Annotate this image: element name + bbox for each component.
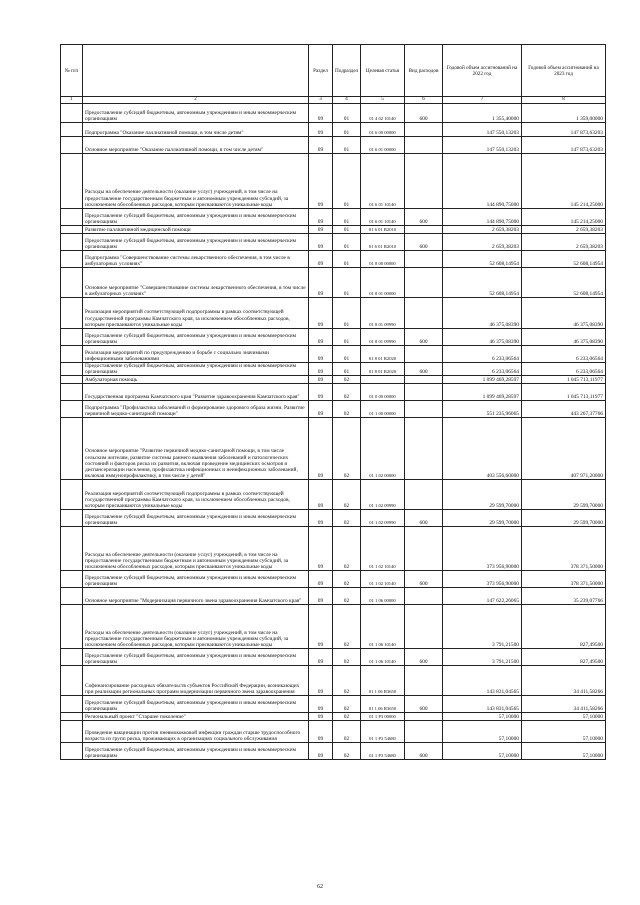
- table-row: [61, 137, 606, 154]
- table-row: [61, 346, 606, 363]
- row-name-cell: Предоставление субсидий бюджетным, автономным учреждениям и иным некоммерческим организациям: [83, 209, 309, 226]
- row-podrazdel-cell: 01: [333, 329, 361, 346]
- row-expense-type-cell: [405, 605, 443, 649]
- row-razdel-cell: 09: [309, 268, 333, 298]
- budget-table-sheet: [60, 44, 605, 760]
- row-number-cell: [61, 743, 83, 760]
- row-razdel-cell: 09: [309, 329, 333, 346]
- row-target-article-cell: 01 8 01 00000: [361, 268, 405, 298]
- table-row: [61, 298, 606, 329]
- row-razdel-cell: 09: [309, 346, 333, 363]
- row-name-cell: Основное мероприятие "Модернизация первичного звена здравоохранения Камчатского края": [83, 588, 309, 605]
- row-name-cell: Расходы на обеспечение деятельности (оказание услуг) учреждений, в том числе на предоставление государственным бюджетным и автономным учреждениям субсидий, за исключением обособленных расходов, которым присваиваются уникальные коды: [83, 154, 309, 209]
- row-podrazdel-cell: 02: [333, 510, 361, 527]
- row-volume-2023-cell: 57,10000: [522, 713, 606, 721]
- row-expense-type-cell: 600: [405, 234, 443, 251]
- row-volume-2022-cell: 29 599,70000: [443, 510, 522, 527]
- row-razdel-cell: 09: [309, 401, 333, 418]
- row-podrazdel-cell: 02: [333, 376, 361, 384]
- table-row: [61, 209, 606, 226]
- table-row: [61, 527, 606, 571]
- row-volume-2022-cell: 46 375,08390: [443, 329, 522, 346]
- row-expense-type-cell: [405, 123, 443, 137]
- row-podrazdel-cell: 01: [333, 104, 361, 123]
- row-name-cell: Предоставление субсидий бюджетным, автономным учреждениям и иным некоммерческим организациям: [83, 571, 309, 588]
- row-number-cell: [61, 713, 83, 721]
- table-row: [61, 329, 606, 346]
- header-name: [83, 45, 309, 97]
- row-target-article-cell: 01 4 02 10140: [361, 104, 405, 123]
- budget-table: [60, 44, 606, 760]
- row-podrazdel-cell: 02: [333, 588, 361, 605]
- row-podrazdel-cell: 02: [333, 480, 361, 510]
- row-target-article-cell: 01 1 06 10140: [361, 649, 405, 666]
- table-row: [61, 123, 606, 137]
- column-number: 7: [443, 97, 522, 104]
- column-number: 1: [61, 97, 83, 104]
- row-volume-2022-cell: 551 235,96065: [443, 401, 522, 418]
- row-volume-2023-cell: 827,49500: [522, 605, 606, 649]
- row-podrazdel-cell: 02: [333, 713, 361, 721]
- row-razdel-cell: 09: [309, 251, 333, 268]
- row-expense-type-cell: [405, 384, 443, 401]
- row-expense-type-cell: 600: [405, 510, 443, 527]
- row-number-cell: [61, 298, 83, 329]
- row-target-article-cell: 01 1 06 R3650: [361, 666, 405, 696]
- row-volume-2022-cell: 373 956,90000: [443, 571, 522, 588]
- header-razdel: Раздел: [309, 45, 333, 97]
- row-name-cell: Предоставление субсидий бюджетным, автономным учреждениям и иным некоммерческим организациям: [83, 329, 309, 346]
- row-volume-2023-cell: 35 239,07766: [522, 588, 606, 605]
- row-podrazdel-cell: 02: [333, 666, 361, 696]
- row-target-article-cell: 01 1 P3 54680: [361, 721, 405, 743]
- row-number-cell: [61, 666, 83, 696]
- row-volume-2022-cell: 3 791,21500: [443, 649, 522, 666]
- row-volume-2023-cell: 46 375,08390: [522, 329, 606, 346]
- row-volume-2022-cell: 52 608,14954: [443, 268, 522, 298]
- row-expense-type-cell: 600: [405, 696, 443, 713]
- row-target-article-cell: 01 8 01 09990: [361, 329, 405, 346]
- row-razdel-cell: 09: [309, 605, 333, 649]
- table-row: [61, 713, 606, 721]
- row-expense-type-cell: 600: [405, 104, 443, 123]
- row-number-cell: [61, 510, 83, 527]
- row-volume-2022-cell: 373 956,90000: [443, 527, 522, 571]
- row-expense-type-cell: [405, 268, 443, 298]
- row-razdel-cell: 09: [309, 696, 333, 713]
- row-razdel-cell: 09: [309, 384, 333, 401]
- row-volume-2022-cell: 57,10000: [443, 743, 522, 760]
- row-podrazdel-cell: 01: [333, 123, 361, 137]
- row-name-cell: Основное мероприятие "Оказание паллиативной помощи, в том числе детям": [83, 137, 309, 154]
- row-target-article-cell: 01 1 02 09990: [361, 510, 405, 527]
- row-name-cell: Реализация мероприятий соответствующей подпрограммы в рамках соответствующей государственной программы Камчатского края, за исключением обособленных расходов, которым присваиваются уникальные коды: [83, 480, 309, 510]
- row-target-article-cell: 01 6 01 10140: [361, 154, 405, 209]
- row-target-article-cell: 01 1 02 10140: [361, 571, 405, 588]
- row-volume-2023-cell: 145 214,25000: [522, 209, 606, 226]
- row-name-cell: Предоставление субсидий бюджетным, автономным учреждениям и иным некоммерческим организациям: [83, 743, 309, 760]
- row-razdel-cell: 09: [309, 234, 333, 251]
- row-expense-type-cell: [405, 251, 443, 268]
- row-volume-2023-cell: 147 873,63203: [522, 137, 606, 154]
- row-volume-2022-cell: 2 659,38203: [443, 234, 522, 251]
- row-name-cell: Предоставление субсидий бюджетным, автономным учреждениям и иным некоммерческим организациям: [83, 649, 309, 666]
- row-expense-type-cell: [405, 713, 443, 721]
- row-target-article-cell: 01 1 06 10140: [361, 605, 405, 649]
- row-name-cell: Проведение вакцинации против пневмококковой инфекции граждан старше трудоспособного возраста из групп риска, проживающих в организациях социального обслуживания: [83, 721, 309, 743]
- row-expense-type-cell: 600: [405, 649, 443, 666]
- row-target-article-cell: 01 1 P3 54680: [361, 743, 405, 760]
- table-row: [61, 721, 606, 743]
- row-volume-2022-cell: 144 890,75000: [443, 154, 522, 209]
- row-target-article-cell: 01 1 02 00000: [361, 418, 405, 480]
- column-number: 2: [83, 97, 309, 104]
- row-number-cell: [61, 696, 83, 713]
- row-volume-2023-cell: 2 659,38203: [522, 226, 606, 234]
- table-row: [61, 226, 606, 234]
- row-number-cell: [61, 401, 83, 418]
- row-volume-2023-cell: 1 045 713,11977: [522, 384, 606, 401]
- row-podrazdel-cell: 02: [333, 696, 361, 713]
- row-volume-2022-cell: 147 550,13203: [443, 137, 522, 154]
- row-volume-2022-cell: 6 233,06564: [443, 346, 522, 363]
- row-expense-type-cell: [405, 418, 443, 480]
- row-target-article-cell: 01 1 P3 00000: [361, 713, 405, 721]
- row-target-article-cell: 01 1 06 R3650: [361, 696, 405, 713]
- row-expense-type-cell: 600: [405, 329, 443, 346]
- row-volume-2022-cell: 143 831,04565: [443, 696, 522, 713]
- row-volume-2023-cell: 378 371,50000: [522, 527, 606, 571]
- row-number-cell: [61, 329, 83, 346]
- row-volume-2023-cell: 1 045 713,11977: [522, 376, 606, 384]
- row-razdel-cell: 09: [309, 527, 333, 571]
- row-name-cell: Предоставление субсидий бюджетным, автономным учреждениям и иным некоммерческим организациям: [83, 234, 309, 251]
- row-name-cell: Региональный проект "Старшее поколение": [83, 713, 309, 721]
- row-razdel-cell: 09: [309, 154, 333, 209]
- row-name-cell: Государственная программа Камчатского края "Развитие здравоохранения Камчатского края": [83, 384, 309, 401]
- row-razdel-cell: 09: [309, 104, 333, 123]
- row-number-cell: [61, 137, 83, 154]
- row-expense-type-cell: 600: [405, 743, 443, 760]
- row-podrazdel-cell: 02: [333, 605, 361, 649]
- row-number-cell: [61, 384, 83, 401]
- row-podrazdel-cell: 01: [333, 226, 361, 234]
- row-target-article-cell: 01 0 00 00000: [361, 384, 405, 401]
- row-number-cell: [61, 605, 83, 649]
- row-podrazdel-cell: 01: [333, 154, 361, 209]
- row-number-cell: [61, 154, 83, 209]
- row-volume-2023-cell: 34 411,58266: [522, 666, 606, 696]
- row-razdel-cell: 09: [309, 480, 333, 510]
- row-volume-2023-cell: 443 267,37766: [522, 401, 606, 418]
- row-number-cell: [61, 376, 83, 384]
- row-number-cell: [61, 123, 83, 137]
- row-volume-2022-cell: 1 099 469,28597: [443, 376, 522, 384]
- row-volume-2023-cell: 6 233,06564: [522, 346, 606, 363]
- row-volume-2022-cell: 147 622,26065: [443, 588, 522, 605]
- table-header-row: [61, 45, 606, 97]
- row-number-cell: [61, 418, 83, 480]
- row-razdel-cell: 09: [309, 588, 333, 605]
- row-expense-type-cell: 600: [405, 571, 443, 588]
- row-name-cell: Развитие паллиативной медицинской помощи: [83, 226, 309, 234]
- table-row: [61, 571, 606, 588]
- row-name-cell: Предоставление субсидий бюджетным, автономным учреждениям и иным некоммерческим организациям: [83, 510, 309, 527]
- row-razdel-cell: 09: [309, 137, 333, 154]
- row-volume-2022-cell: 3 791,21500: [443, 605, 522, 649]
- row-number-cell: [61, 721, 83, 743]
- row-podrazdel-cell: 01: [333, 137, 361, 154]
- table-row: [61, 418, 606, 480]
- table-row: [61, 104, 606, 123]
- row-razdel-cell: 09: [309, 743, 333, 760]
- row-volume-2023-cell: 2 659,38203: [522, 234, 606, 251]
- row-expense-type-cell: [405, 226, 443, 234]
- table-row: [61, 480, 606, 510]
- row-volume-2022-cell: 2 659,38203: [443, 226, 522, 234]
- row-volume-2022-cell: 403 556,60000: [443, 418, 522, 480]
- row-target-article-cell: 01 1 02 09990: [361, 480, 405, 510]
- row-razdel-cell: 09: [309, 418, 333, 480]
- row-target-article-cell: 01 8 00 00000: [361, 251, 405, 268]
- row-razdel-cell: 09: [309, 721, 333, 743]
- row-volume-2023-cell: 34 411,58266: [522, 696, 606, 713]
- row-number-cell: [61, 480, 83, 510]
- row-expense-type-cell: 600: [405, 209, 443, 226]
- row-target-article-cell: [361, 376, 405, 384]
- table-row: [61, 649, 606, 666]
- row-target-article-cell: 01 6 01 R2010: [361, 234, 405, 251]
- row-volume-2023-cell: 29 599,70000: [522, 480, 606, 510]
- row-name-cell: Подпрограмма "Совершенствование системы лекарственного обеспечения, в том числе в амбулаторных условиях": [83, 251, 309, 268]
- row-expense-type-cell: [405, 137, 443, 154]
- table-row: [61, 666, 606, 696]
- row-podrazdel-cell: 02: [333, 418, 361, 480]
- row-volume-2022-cell: 147 550,13203: [443, 123, 522, 137]
- row-razdel-cell: 09: [309, 649, 333, 666]
- row-volume-2023-cell: 407 971,20000: [522, 418, 606, 480]
- row-target-article-cell: 01 8 01 09990: [361, 298, 405, 329]
- table-row: [61, 588, 606, 605]
- table-row: [61, 510, 606, 527]
- column-number: 6: [405, 97, 443, 104]
- row-name-cell: Расходы на обеспечение деятельности (оказание услуг) учреждений, в том числе на предоставление государственным бюджетным и автономным учреждениям субсидий, за исключением обособленных расходов, которым присваиваются уникальные коды: [83, 605, 309, 649]
- row-razdel-cell: 09: [309, 571, 333, 588]
- header-target-article: Целевая статья: [361, 45, 405, 97]
- header-podrazdel: Подраздел: [333, 45, 361, 97]
- row-expense-type-cell: [405, 154, 443, 209]
- row-volume-2023-cell: 57,10000: [522, 721, 606, 743]
- row-expense-type-cell: [405, 298, 443, 329]
- row-name-cell: Предоставление субсидий бюджетным, автономным учреждениям и иным некоммерческим организациям: [83, 696, 309, 713]
- row-number-cell: [61, 363, 83, 376]
- row-podrazdel-cell: 02: [333, 721, 361, 743]
- table-row: [61, 376, 606, 384]
- row-target-article-cell: 01 8 01 R2020: [361, 363, 405, 376]
- row-podrazdel-cell: 01: [333, 251, 361, 268]
- row-target-article-cell: 01 1 02 10140: [361, 527, 405, 571]
- header-expense-type: Вид расходов: [405, 45, 443, 97]
- row-number-cell: [61, 268, 83, 298]
- row-number-cell: [61, 251, 83, 268]
- row-volume-2022-cell: 52 608,14954: [443, 251, 522, 268]
- row-expense-type-cell: [405, 588, 443, 605]
- row-target-article-cell: 01 1 06 00000: [361, 588, 405, 605]
- row-volume-2022-cell: 1 355,40000: [443, 104, 522, 123]
- row-name-cell: Реализация мероприятий по предупреждению и борьбе с социально значимыми инфекционными заболеваниями: [83, 346, 309, 363]
- row-name-cell: Основное мероприятие "Развитие первичной медико-санитарной помощи, в том числе сельским жителям, развитие системы раннего выявления заболеваний и патологических состояний и факторов риска их развития, включая проведение медицинских осмотров и диспансеризации населения, профилактика инфекционных и неинфекционных заболеваний, включая иммунопрофилактику, в том числе у детей": [83, 418, 309, 480]
- row-podrazdel-cell: 01: [333, 363, 361, 376]
- row-name-cell: Реализация мероприятий соответствующей подпрограммы в рамках соответствующей государственной программы Камчатского края, за исключением обособленных расходов, которым присваиваются уникальные коды: [83, 298, 309, 329]
- row-expense-type-cell: [405, 346, 443, 363]
- table-body: [61, 104, 606, 760]
- row-name-cell: Софинансирование расходных обязательств субъектов Российской Федерации, возникающих при реализации региональных программ модернизации первичного звена здравоохранения: [83, 666, 309, 696]
- table-row: [61, 154, 606, 209]
- row-name-cell: Подпрограмма "Оказание паллиативной помощи, в том числе детям": [83, 123, 309, 137]
- row-volume-2023-cell: 46 375,08390: [522, 298, 606, 329]
- row-name-cell: Основное мероприятие "Совершенствование системы лекарственного обеспечения, в том числе в амбулаторных условиях": [83, 268, 309, 298]
- row-razdel-cell: 09: [309, 226, 333, 234]
- row-volume-2023-cell: 1 359,00000: [522, 104, 606, 123]
- header-num: № п/п: [61, 45, 83, 97]
- row-podrazdel-cell: 02: [333, 649, 361, 666]
- row-number-cell: [61, 588, 83, 605]
- row-name-cell: Предоставление субсидий бюджетным, автономным учреждениям и иным некоммерческим организациям: [83, 363, 309, 376]
- row-volume-2022-cell: 1 099 469,28597: [443, 384, 522, 401]
- table-row: [61, 743, 606, 760]
- row-number-cell: [61, 571, 83, 588]
- row-expense-type-cell: [405, 480, 443, 510]
- row-volume-2023-cell: 52 608,14954: [522, 268, 606, 298]
- table-row: [61, 384, 606, 401]
- column-number-row: [61, 97, 606, 104]
- row-podrazdel-cell: 02: [333, 571, 361, 588]
- row-volume-2022-cell: 143 831,04565: [443, 666, 522, 696]
- row-podrazdel-cell: 01: [333, 268, 361, 298]
- column-number: 8: [522, 97, 606, 104]
- row-name-cell: Подпрограмма "Профилактика заболеваний и формирование здорового образа жизни. Развитие первичной медико-санитарной помощи": [83, 401, 309, 418]
- row-volume-2023-cell: 29 599,70000: [522, 510, 606, 527]
- row-expense-type-cell: [405, 721, 443, 743]
- row-podrazdel-cell: 02: [333, 743, 361, 760]
- row-number-cell: [61, 527, 83, 571]
- row-volume-2022-cell: 144 890,75000: [443, 209, 522, 226]
- row-name-cell: Предоставление субсидий бюджетным, автономным учреждениям и иным некоммерческим организациям: [83, 104, 309, 123]
- row-razdel-cell: 09: [309, 376, 333, 384]
- row-razdel-cell: 09: [309, 209, 333, 226]
- table-row: [61, 268, 606, 298]
- row-razdel-cell: 09: [309, 298, 333, 329]
- row-volume-2023-cell: 147 873,63203: [522, 123, 606, 137]
- row-volume-2022-cell: 57,10000: [443, 721, 522, 743]
- row-volume-2023-cell: 378 371,50000: [522, 571, 606, 588]
- row-expense-type-cell: [405, 527, 443, 571]
- row-podrazdel-cell: 01: [333, 209, 361, 226]
- row-razdel-cell: 09: [309, 713, 333, 721]
- row-razdel-cell: 09: [309, 510, 333, 527]
- table-row: [61, 234, 606, 251]
- column-number: 5: [361, 97, 405, 104]
- row-expense-type-cell: [405, 376, 443, 384]
- row-razdel-cell: 09: [309, 666, 333, 696]
- header-volume-2023: Годовой объем ассигнований на 2023 год: [522, 45, 606, 97]
- row-volume-2023-cell: 145 214,25000: [522, 154, 606, 209]
- row-name-cell: Амбулаторная помощь: [83, 376, 309, 384]
- row-podrazdel-cell: 02: [333, 527, 361, 571]
- row-target-article-cell: 01 8 01 R2020: [361, 346, 405, 363]
- table-row: [61, 251, 606, 268]
- row-volume-2023-cell: 827,49500: [522, 649, 606, 666]
- row-target-article-cell: 01 6 01 00000: [361, 137, 405, 154]
- row-volume-2023-cell: 6 233,06564: [522, 363, 606, 376]
- row-expense-type-cell: [405, 401, 443, 418]
- row-podrazdel-cell: 02: [333, 384, 361, 401]
- row-number-cell: [61, 226, 83, 234]
- row-number-cell: [61, 649, 83, 666]
- table-row: [61, 696, 606, 713]
- row-number-cell: [61, 104, 83, 123]
- page-number: 62: [317, 884, 323, 890]
- row-podrazdel-cell: 02: [333, 401, 361, 418]
- row-volume-2022-cell: 6 233,06564: [443, 363, 522, 376]
- row-volume-2022-cell: 46 375,08390: [443, 298, 522, 329]
- row-number-cell: [61, 209, 83, 226]
- row-number-cell: [61, 234, 83, 251]
- row-volume-2023-cell: 52 608,14954: [522, 251, 606, 268]
- row-target-article-cell: 01 6 00 00000: [361, 123, 405, 137]
- row-target-article-cell: 01 1 00 00000: [361, 401, 405, 418]
- row-expense-type-cell: [405, 666, 443, 696]
- row-name-cell: Расходы на обеспечение деятельности (оказание услуг) учреждений, в том числе на предоставление государственным бюджетным и автономным учреждениям субсидий, за исключением обособленных расходов, которым присваиваются уникальные коды: [83, 527, 309, 571]
- table-row: [61, 401, 606, 418]
- table-row: [61, 605, 606, 649]
- header-volume-2022: Годовой объем ассигнований на 2022 год: [443, 45, 522, 97]
- row-razdel-cell: 09: [309, 363, 333, 376]
- row-expense-type-cell: 600: [405, 363, 443, 376]
- row-podrazdel-cell: 01: [333, 298, 361, 329]
- column-number: 4: [333, 97, 361, 104]
- row-volume-2022-cell: 57,10000: [443, 713, 522, 721]
- table-row: [61, 363, 606, 376]
- row-target-article-cell: 01 6 01 R2010: [361, 226, 405, 234]
- row-podrazdel-cell: 01: [333, 346, 361, 363]
- row-razdel-cell: 09: [309, 123, 333, 137]
- row-number-cell: [61, 346, 83, 363]
- row-podrazdel-cell: 01: [333, 234, 361, 251]
- row-volume-2023-cell: 57,10000: [522, 743, 606, 760]
- row-target-article-cell: 01 6 01 10140: [361, 209, 405, 226]
- row-volume-2022-cell: 29 599,70000: [443, 480, 522, 510]
- column-number: 3: [309, 97, 333, 104]
